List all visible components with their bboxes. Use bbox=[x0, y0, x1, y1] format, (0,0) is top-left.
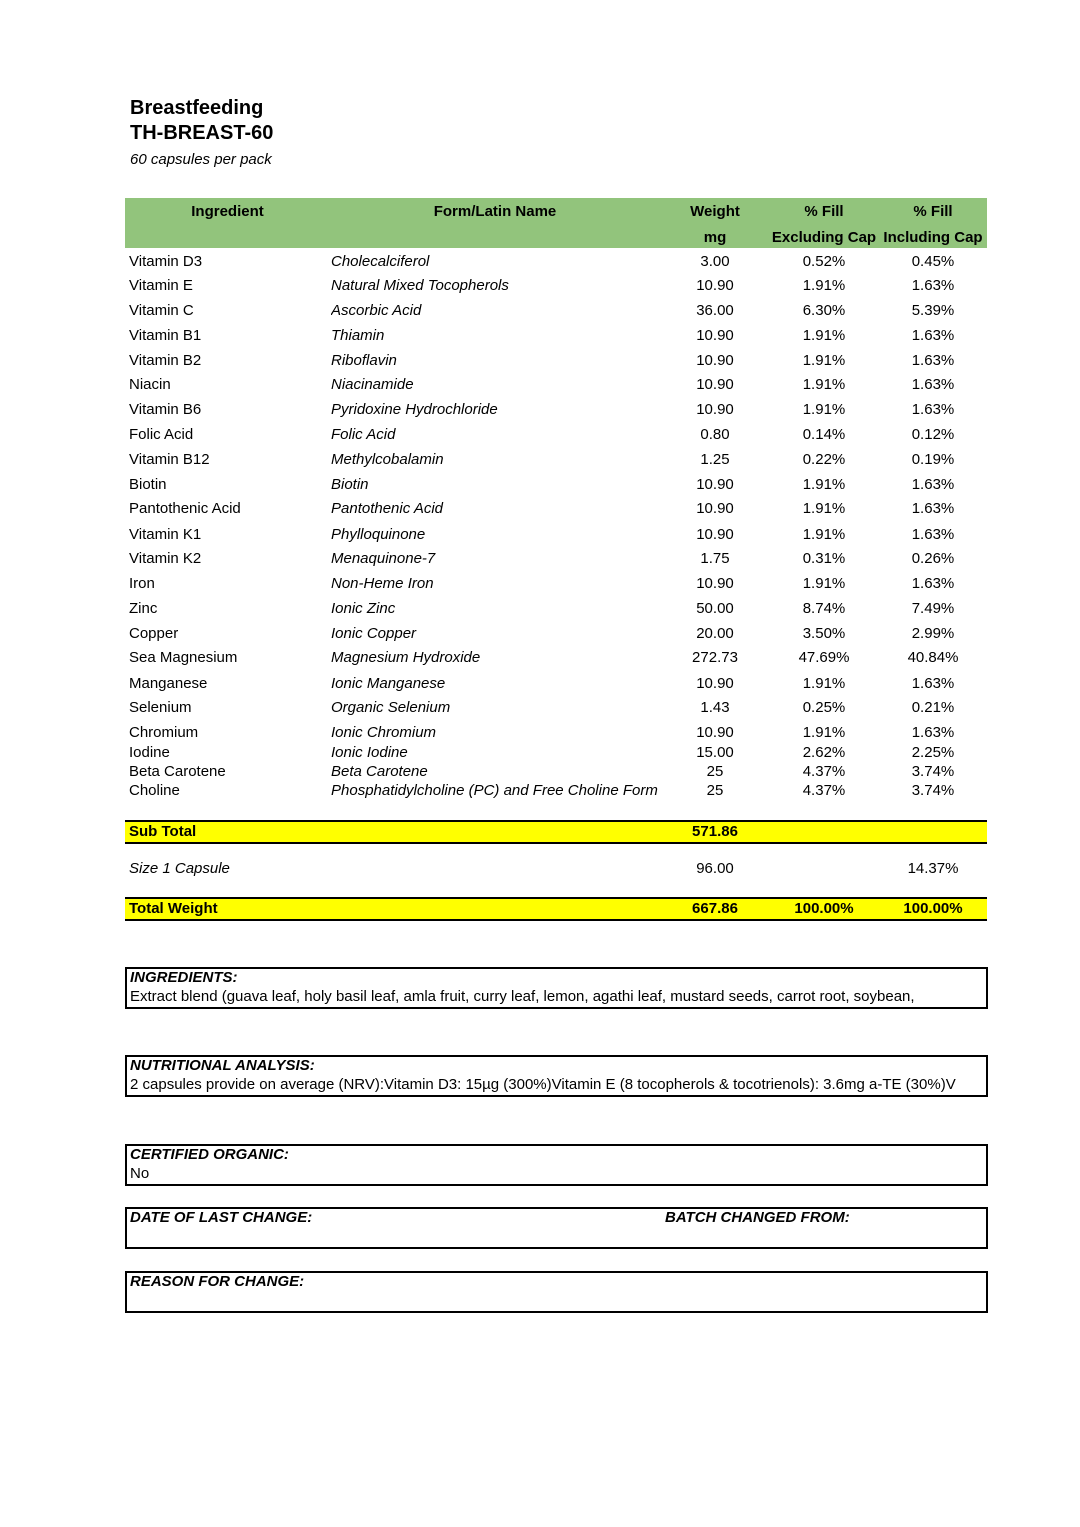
row-weight: 10.90 bbox=[696, 401, 734, 418]
table-row bbox=[125, 598, 987, 620]
row-form: Ascorbic Acid bbox=[331, 302, 422, 319]
product-title: Breastfeeding bbox=[130, 97, 264, 119]
row-fill-excluding: 1.91% bbox=[802, 327, 846, 344]
header-ingredient: Ingredient bbox=[191, 203, 264, 220]
ingredients-label: INGREDIENTS: bbox=[130, 969, 238, 986]
row-form: Pantothenic Acid bbox=[331, 500, 444, 517]
row-ingredient: Vitamin E bbox=[129, 277, 193, 294]
row-fill-excluding: 6.30% bbox=[802, 302, 846, 319]
row-ingredient: Biotin bbox=[129, 476, 167, 493]
row-ingredient: Manganese bbox=[129, 675, 208, 692]
row-fill-including: 5.39% bbox=[911, 302, 955, 319]
table-row bbox=[125, 424, 987, 446]
total-label: Total Weight bbox=[129, 900, 218, 917]
table-row bbox=[125, 573, 987, 595]
row-fill-including: 1.63% bbox=[911, 376, 955, 393]
subtotal-weight: 571.86 bbox=[692, 823, 738, 840]
row-form: Non-Heme Iron bbox=[331, 575, 434, 592]
row-fill-including: 1.63% bbox=[911, 277, 955, 294]
row-weight: 1.43 bbox=[700, 699, 730, 716]
row-weight: 36.00 bbox=[696, 302, 734, 319]
table-row bbox=[125, 399, 987, 421]
row-form: Folic Acid bbox=[331, 426, 396, 443]
row-form: Thiamin bbox=[331, 327, 385, 344]
row-fill-including: 0.19% bbox=[911, 451, 955, 468]
row-weight: 10.90 bbox=[696, 277, 734, 294]
ingredients-text: Extract blend (guava leaf, holy basil leaf, amla fruit, curry leaf, lemon, agathi leaf, mustard seeds, carrot root, soybean, bbox=[130, 988, 915, 1005]
row-ingredient: Choline bbox=[129, 782, 180, 799]
row-ingredient: Vitamin K2 bbox=[129, 550, 202, 567]
row-form: Pyridoxine Hydrochloride bbox=[331, 401, 498, 418]
row-form: Beta Carotene bbox=[331, 763, 428, 780]
ingredients-box bbox=[125, 967, 988, 1009]
row-form: Ionic Iodine bbox=[331, 744, 408, 761]
table-row bbox=[125, 374, 987, 396]
row-fill-including: 1.63% bbox=[911, 476, 955, 493]
reason-for-change-label: REASON FOR CHANGE: bbox=[130, 1273, 305, 1290]
table-row bbox=[125, 474, 987, 496]
row-fill-excluding: 4.37% bbox=[802, 782, 846, 799]
row-ingredient: Vitamin K1 bbox=[129, 526, 202, 543]
row-fill-including: 2.99% bbox=[911, 625, 955, 642]
total-weight-row bbox=[125, 897, 987, 921]
pack-size: 60 capsules per pack bbox=[130, 151, 272, 168]
row-fill-including: 0.12% bbox=[911, 426, 955, 443]
row-ingredient: Beta Carotene bbox=[129, 763, 226, 780]
row-fill-including: 1.63% bbox=[911, 352, 955, 369]
row-fill-including: 0.45% bbox=[911, 253, 955, 270]
row-form: Riboflavin bbox=[331, 352, 397, 369]
row-fill-including: 40.84% bbox=[907, 649, 959, 666]
row-ingredient: Vitamin B2 bbox=[129, 352, 202, 369]
row-fill-including: 3.74% bbox=[911, 763, 955, 780]
row-fill-excluding: 1.91% bbox=[802, 401, 846, 418]
row-fill-including: 0.21% bbox=[911, 699, 955, 716]
row-fill-including: 1.63% bbox=[911, 724, 955, 741]
date-of-change-label: DATE OF LAST CHANGE: bbox=[130, 1209, 313, 1226]
row-form: Ionic Copper bbox=[331, 625, 417, 642]
reason-for-change-box bbox=[125, 1271, 988, 1313]
row-ingredient: Sea Magnesium bbox=[129, 649, 238, 666]
row-fill-excluding: 8.74% bbox=[802, 600, 846, 617]
row-ingredient: Copper bbox=[129, 625, 179, 642]
row-fill-excluding: 0.31% bbox=[802, 550, 846, 567]
row-ingredient: Iron bbox=[129, 575, 155, 592]
row-weight: 50.00 bbox=[696, 600, 734, 617]
row-fill-excluding: 0.25% bbox=[802, 699, 846, 716]
row-weight: 10.90 bbox=[696, 327, 734, 344]
row-fill-excluding: 0.22% bbox=[802, 451, 846, 468]
nutritional-analysis-label: NUTRITIONAL ANALYSIS: bbox=[130, 1057, 315, 1074]
table-header bbox=[125, 198, 987, 248]
table-row bbox=[125, 498, 987, 520]
row-weight: 272.73 bbox=[692, 649, 738, 666]
row-fill-including: 0.26% bbox=[911, 550, 955, 567]
row-ingredient: Pantothenic Acid bbox=[129, 500, 241, 517]
batch-changed-label: BATCH CHANGED FROM: bbox=[665, 1209, 850, 1226]
total-weight: 667.86 bbox=[692, 900, 738, 917]
certified-organic-value: No bbox=[130, 1165, 150, 1182]
table-row bbox=[125, 350, 987, 372]
row-fill-including: 1.63% bbox=[911, 575, 955, 592]
row-fill-including: 2.25% bbox=[911, 744, 955, 761]
row-fill-excluding: 0.14% bbox=[802, 426, 846, 443]
row-fill-excluding: 4.37% bbox=[802, 763, 846, 780]
row-fill-including: 3.74% bbox=[911, 782, 955, 799]
row-weight: 25 bbox=[706, 782, 724, 799]
row-fill-excluding: 47.69% bbox=[798, 649, 850, 666]
row-ingredient: Zinc bbox=[129, 600, 158, 617]
row-fill-excluding: 1.91% bbox=[802, 724, 846, 741]
capsule-weight: 96.00 bbox=[696, 860, 734, 877]
row-fill-excluding: 1.91% bbox=[802, 526, 846, 543]
header-fill-excluding-sub: Excluding Cap bbox=[771, 229, 877, 246]
row-form: Natural Mixed Tocopherols bbox=[331, 277, 509, 294]
row-ingredient: Chromium bbox=[129, 724, 199, 741]
row-ingredient: Vitamin B6 bbox=[129, 401, 202, 418]
row-fill-excluding: 3.50% bbox=[802, 625, 846, 642]
row-fill-excluding: 1.91% bbox=[802, 675, 846, 692]
table-row bbox=[125, 623, 987, 645]
table-row bbox=[125, 548, 987, 570]
row-weight: 10.90 bbox=[696, 500, 734, 517]
row-fill-including: 1.63% bbox=[911, 526, 955, 543]
row-weight: 1.25 bbox=[700, 451, 730, 468]
row-weight: 10.90 bbox=[696, 724, 734, 741]
header-fill-excluding: % Fill bbox=[804, 203, 844, 220]
table-row bbox=[125, 449, 987, 471]
certified-organic-box bbox=[125, 1144, 988, 1186]
row-ingredient: Vitamin B12 bbox=[129, 451, 210, 468]
row-form: Niacinamide bbox=[331, 376, 414, 393]
header-form: Form/Latin Name bbox=[433, 203, 557, 220]
capsule-label: Size 1 Capsule bbox=[129, 860, 230, 877]
row-ingredient: Niacin bbox=[129, 376, 171, 393]
row-form: Ionic Chromium bbox=[331, 724, 437, 741]
row-weight: 20.00 bbox=[696, 625, 734, 642]
row-weight: 10.90 bbox=[696, 476, 734, 493]
table-row bbox=[125, 673, 987, 695]
product-code: TH-BREAST-60 bbox=[130, 122, 274, 144]
table-row bbox=[125, 697, 987, 719]
nutritional-analysis-text: 2 capsules provide on average (NRV):Vitamin D3: 15µg (300%)Vitamin E (8 tocopherols & tocotrienols): 3.6mg a-TE (30%)V bbox=[130, 1076, 956, 1093]
row-fill-excluding: 2.62% bbox=[802, 744, 846, 761]
nutritional-analysis-box bbox=[125, 1055, 988, 1097]
row-fill-including: 1.63% bbox=[911, 327, 955, 344]
row-form: Ionic Zinc bbox=[331, 600, 396, 617]
row-form: Biotin bbox=[331, 476, 369, 493]
row-fill-including: 1.63% bbox=[911, 500, 955, 517]
table-row bbox=[125, 780, 987, 802]
total-fill-excluding: 100.00% bbox=[794, 900, 854, 917]
row-form: Cholecalciferol bbox=[331, 253, 430, 270]
row-fill-including: 1.63% bbox=[911, 675, 955, 692]
row-fill-excluding: 1.91% bbox=[802, 500, 846, 517]
row-fill-excluding: 1.91% bbox=[802, 476, 846, 493]
table-row bbox=[125, 300, 987, 322]
table-row bbox=[125, 325, 987, 347]
header-weight: Weight bbox=[690, 203, 740, 220]
row-form: Methylcobalamin bbox=[331, 451, 444, 468]
capsule-fill-including: 14.37% bbox=[907, 860, 959, 877]
row-fill-excluding: 0.52% bbox=[802, 253, 846, 270]
row-weight: 10.90 bbox=[696, 352, 734, 369]
row-ingredient: Vitamin C bbox=[129, 302, 194, 319]
table-row bbox=[125, 647, 987, 669]
capsule-row bbox=[125, 858, 987, 880]
row-fill-excluding: 1.91% bbox=[802, 575, 846, 592]
row-form: Phosphatidylcholine (PC) and Free Choline Form bbox=[331, 782, 658, 799]
row-ingredient: Selenium bbox=[129, 699, 192, 716]
certified-organic-label: CERTIFIED ORGANIC: bbox=[130, 1146, 289, 1163]
row-weight: 15.00 bbox=[696, 744, 734, 761]
row-form: Menaquinone-7 bbox=[331, 550, 436, 567]
row-fill-excluding: 1.91% bbox=[802, 277, 846, 294]
row-weight: 1.75 bbox=[700, 550, 730, 567]
header-fill-including-sub: Including Cap bbox=[883, 229, 983, 246]
row-ingredient: Folic Acid bbox=[129, 426, 194, 443]
header-fill-including: % Fill bbox=[913, 203, 953, 220]
row-fill-including: 7.49% bbox=[911, 600, 955, 617]
row-form: Phylloquinone bbox=[331, 526, 426, 543]
row-weight: 10.90 bbox=[696, 526, 734, 543]
table-row bbox=[125, 251, 987, 273]
subtotal-label: Sub Total bbox=[129, 823, 197, 840]
table-row bbox=[125, 275, 987, 297]
row-weight: 10.90 bbox=[696, 376, 734, 393]
row-weight: 0.80 bbox=[700, 426, 730, 443]
row-form: Magnesium Hydroxide bbox=[331, 649, 481, 666]
row-weight: 25 bbox=[706, 763, 724, 780]
date-of-change-box bbox=[125, 1207, 988, 1249]
total-fill-including: 100.00% bbox=[903, 900, 963, 917]
table-row bbox=[125, 722, 987, 744]
row-weight: 10.90 bbox=[696, 675, 734, 692]
row-fill-including: 1.63% bbox=[911, 401, 955, 418]
row-ingredient: Vitamin B1 bbox=[129, 327, 202, 344]
row-fill-excluding: 1.91% bbox=[802, 352, 846, 369]
header-weight-unit: mg bbox=[703, 229, 727, 246]
row-ingredient: Iodine bbox=[129, 744, 170, 761]
row-form: Organic Selenium bbox=[331, 699, 451, 716]
subtotal-row bbox=[125, 820, 987, 844]
row-fill-excluding: 1.91% bbox=[802, 376, 846, 393]
row-weight: 3.00 bbox=[700, 253, 730, 270]
table-row bbox=[125, 524, 987, 546]
row-form: Ionic Manganese bbox=[331, 675, 446, 692]
row-ingredient: Vitamin D3 bbox=[129, 253, 203, 270]
row-weight: 10.90 bbox=[696, 575, 734, 592]
